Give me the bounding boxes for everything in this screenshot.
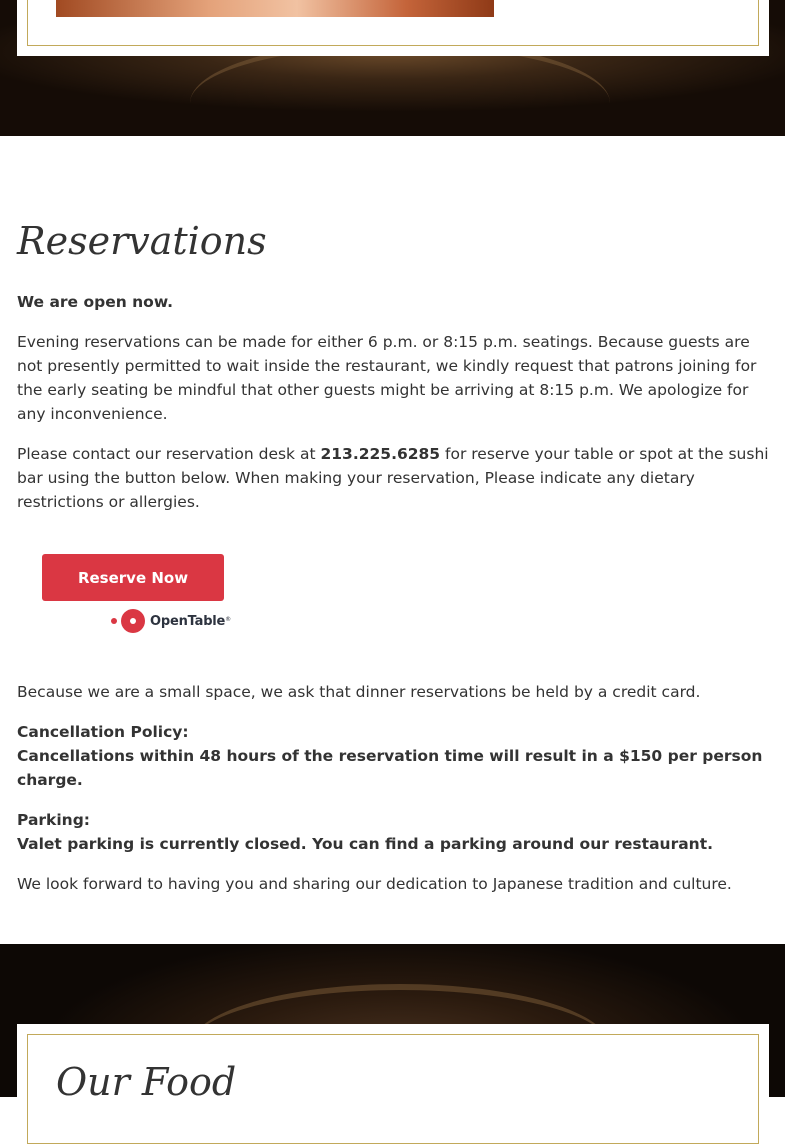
reserve-now-button[interactable]: Reserve Now <box>42 554 224 601</box>
cancellation-heading: Cancellation Policy: <box>17 723 189 741</box>
reservations-section <box>17 214 769 912</box>
opentable-logo <box>111 608 231 634</box>
open-notice: We are open now. <box>17 293 174 311</box>
opentable-mark-icon <box>121 609 145 633</box>
credit-card-note: Because we are a small space, we ask that dinner reservations be held by a credit card. <box>17 683 701 701</box>
our-food-title: Our Food <box>56 1060 237 1104</box>
evening-info: Evening reservations can be made for either 6 p.m. or 8:15 p.m. seatings. Because guests are not presently permitted to wait inside the restaurant, we kindly request that patrons joining for the early seating be mindful that other guests might be arriving at 8:15 p.m. We apologize for any inconvenience. <box>17 333 757 423</box>
page-title: Reservations <box>17 219 267 263</box>
parking-info <box>17 808 769 856</box>
opentable-registered-mark: ® <box>225 616 232 623</box>
top-card <box>17 0 769 56</box>
contact-info <box>17 442 769 514</box>
contact-prefix: Please contact our reservation desk at <box>17 445 321 463</box>
opentable-wordmark: OpenTable <box>150 613 226 629</box>
contact-suffix: for reserve your table or spot at the sushi bar using the button below. When making your reservation, Please indicate any dietary restrictions or allergies. <box>17 445 769 511</box>
opentable-widget <box>17 530 769 680</box>
parking-text: Valet parking is currently closed. You can find a parking around our restaurant. <box>17 835 714 853</box>
closing-note: We look forward to having you and sharing our dedication to Japanese tradition and culture. <box>17 875 732 893</box>
parking-heading: Parking: <box>17 811 90 829</box>
phone-number: 213.225.6285 <box>320 445 441 463</box>
cancellation-text: Cancellations within 48 hours of the reservation time will result in a $150 per person charge. <box>17 747 763 789</box>
sushi-photo <box>56 0 494 17</box>
opentable-dot-icon <box>111 618 117 624</box>
bottom-card <box>17 1024 769 1124</box>
cancellation-policy <box>17 720 769 792</box>
